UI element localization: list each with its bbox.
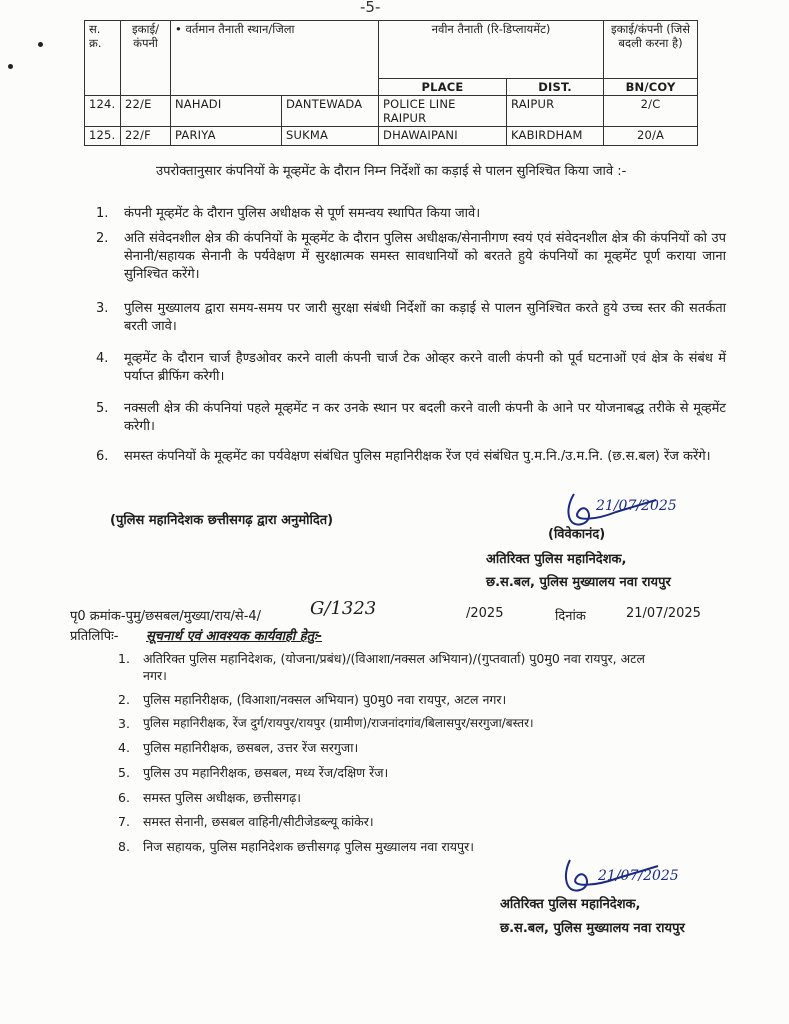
- cell-current-dist: SUKMA: [282, 127, 379, 146]
- cell-sno: 125.: [85, 127, 121, 146]
- instruction-text: कंपनी मूव्हमेंट के दौरान पुलिस अधीक्षक से पूर्ण समन्वय स्थापित किया जावे।: [124, 206, 481, 221]
- header-current-posting: • वर्तमान तैनाती स्थान/जिला: [171, 21, 379, 96]
- instruction-text: मूव्हमेंट के दौरान चार्ज हैण्डओवर करने वाली कंपनी चार्ज टेक ओव्हर करने वाली कंपनी को पूर्व घटनाओं एवं क्षेत्र के संबंध में पर्याप्त ब्रीफिंग करेगी।: [124, 351, 726, 384]
- copy-purpose: सूचनार्थ एवं आवश्यक कार्यवाही हेतुः-: [146, 629, 323, 644]
- date-value: 21/07/2025: [626, 606, 701, 621]
- date-label: दिनांक: [555, 609, 586, 624]
- copy-number: 3.: [118, 716, 130, 731]
- cell-new-dist: RAIPUR: [507, 96, 604, 127]
- cell-current-dist: DANTEWADA: [282, 96, 379, 127]
- copy-number: 6.: [118, 790, 130, 805]
- cell-new-dist: KABIRDHAM: [507, 127, 604, 146]
- copy-text: समस्त पुलिस अधीक्षक, छत्तीसगढ़।: [143, 790, 302, 805]
- copy-text: समस्त सेनानी, छसबल वाहिनी/सीटीजेडब्ल्यू कांकेर।: [143, 814, 374, 829]
- copy-label: प्रतिलिपिः-: [70, 629, 119, 644]
- signatory-office: छ.स.बल, पुलिस मुख्यालय नवा रायपुर: [500, 921, 685, 936]
- intro-paragraph: उपरोक्तानुसार कंपनियों के मूव्हमेंट के दौरान निम्न निर्देशों का कड़ाई से पालन सुनिश्चित किया जावे :-: [156, 164, 627, 179]
- instruction-text: नक्सली क्षेत्र की कंपनियां पहले मूव्हमेंट न कर उनके स्थान पर बदली करने वाली कंपनी के आने पर योजनाबद्ध तरीके से मूव्हमेंट करेगी।: [124, 401, 726, 434]
- signatory-name: (विवेकानंद): [548, 527, 606, 542]
- table-row: [85, 96, 698, 127]
- copy-text: पुलिस महानिरीक्षक, (विआशा/नक्सल अभियान) पु0मु0 नवा रायपुर, अटल नगर।: [143, 692, 507, 707]
- copy-number: 5.: [118, 765, 130, 780]
- table-header-row: [85, 21, 698, 79]
- instruction-text: समस्त कंपनियों के मूव्हमेंट का पर्यवेक्षण संबंधित पुलिस महानिरीक्षक रेंज एवं संबंधित पु.म.नि./उ.म.नि. (छ.स.बल) रेंज करेंगे।: [124, 449, 711, 464]
- cell-unit: 22/F: [121, 127, 171, 146]
- header-current-label: वर्तमान तैनाती स्थान/जिला: [185, 22, 295, 36]
- instruction-number: 1.: [96, 206, 109, 221]
- copy-number: 4.: [118, 740, 130, 755]
- reference-handwritten: G/1323: [310, 598, 377, 619]
- cell-bncoy: 2/C: [604, 96, 698, 127]
- copy-text: अतिरिक्त पुलिस महानिदेशक, (योजना/प्रबंध)/(विआशा/नक्सल अभियान)/(गुप्तवार्ता) पु0मु0 नवा रायपुर, अटल नगर।: [143, 651, 645, 683]
- cell-bncoy: 20/A: [604, 127, 698, 146]
- instruction-number: 5.: [96, 401, 109, 416]
- cell-new-place: DHAWAIPANI: [379, 127, 507, 146]
- reference-year: /2025: [466, 606, 504, 621]
- signature-date: 21/07/2025: [596, 498, 677, 514]
- copy-text: पुलिस महानिरीक्षक, छसबल, उत्तर रेंज सरगुजा।: [143, 740, 359, 755]
- header-sno: स. क्र.: [85, 21, 121, 96]
- cell-current-place: PARIYA: [171, 127, 282, 146]
- page-number: -5-: [360, 0, 381, 16]
- header-place: PLACE: [379, 79, 507, 96]
- header-unit: इकाई/ कंपनी: [121, 21, 171, 96]
- scan-dot: [8, 64, 13, 69]
- instruction-text: पुलिस मुख्यालय द्वारा समय-समय पर जारी सुरक्षा संबंधी निर्देशों का कड़ाई से पालन सुनिश्चित करते हुये उच्च स्तर की सतर्कता बरती जावे।: [124, 301, 726, 334]
- header-dist: DIST.: [507, 79, 604, 96]
- copy-number: 1.: [118, 651, 130, 666]
- copy-number: 2.: [118, 692, 130, 707]
- allocation-table: [84, 20, 698, 146]
- header-bncoy: BN/COY: [604, 79, 698, 96]
- copy-number: 7.: [118, 814, 130, 829]
- instruction-text: अति संवेदनशील क्षेत्र की कंपनियों के मूव्हमेंट के दौरान पुलिस अधीक्षक/सेनानीगण स्वयं एवं संवेदनशील क्षेत्र की कंपनियों को उप सेनानी/सहायक सेनानी के पर्यवेक्षण में सुरक्षात्मक समस्त सावधानियों को बरतते हुये कंपनियों का मूव्हमेंट पूर्ण कराया जाना सुनिश्चित करेंगे।: [124, 231, 726, 282]
- scan-dot: [38, 42, 43, 47]
- table-row: [85, 127, 698, 146]
- instruction-number: 2.: [96, 231, 109, 246]
- instruction-number: 4.: [96, 351, 109, 366]
- signatory-designation: अतिरिक्त पुलिस महानिदेशक,: [500, 897, 641, 912]
- cell-unit: 22/E: [121, 96, 171, 127]
- copy-number: 8.: [118, 839, 130, 854]
- cell-current-place: NAHADI: [171, 96, 282, 127]
- cell-new-place: POLICE LINE RAIPUR: [379, 96, 507, 127]
- instruction-number: 6.: [96, 449, 109, 464]
- instruction-number: 3.: [96, 301, 109, 316]
- approval-note: (पुलिस महानिदेशक छत्तीसगढ़ द्वारा अनुमोदित): [110, 513, 334, 528]
- signatory-designation: अतिरिक्त पुलिस महानिदेशक,: [486, 552, 627, 567]
- reference-number: पृ0 क्रमांक-पुमु/छसबल/मुख्या/राय/से-4/: [70, 609, 262, 624]
- copy-text: निज सहायक, पुलिस महानिदेशक छत्तीसगढ़ पुलिस मुख्यालय नवा रायपुर।: [143, 839, 475, 854]
- signature-date: 21/07/2025: [598, 868, 679, 884]
- cell-sno: 124.: [85, 96, 121, 127]
- header-new-posting: नवीन तैनाती (रि-डिप्लायमेंट): [379, 21, 604, 79]
- signatory-office: छ.स.बल, पुलिस मुख्यालय नवा रायपुर: [486, 575, 671, 590]
- copy-text: पुलिस उप महानिरीक्षक, छसबल, मध्य रेंज/दक्षिण रेंज।: [143, 765, 389, 780]
- header-target-unit: इकाई/कंपनी (जिसे बदली करना है): [604, 21, 698, 79]
- copy-text: पुलिस महानिरीक्षक, रेंज दुर्ग/रायपुर/रायपुर (ग्रामीण)/राजनांदगांव/बिलासपुर/सरगुजा/बस्तर।: [143, 716, 534, 730]
